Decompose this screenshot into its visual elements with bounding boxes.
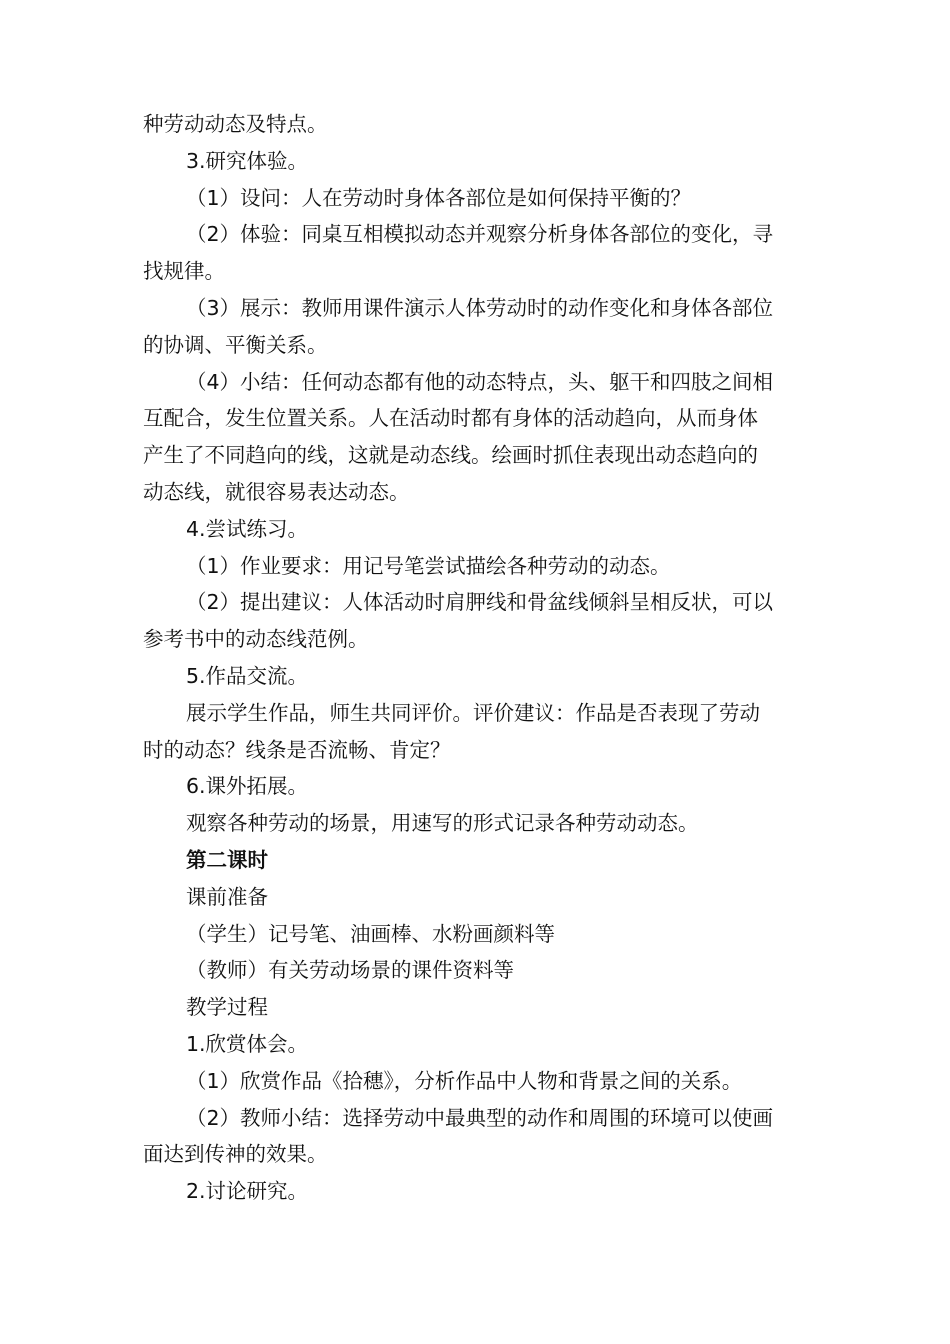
text-line: 2.讨论研究。 xyxy=(186,1179,309,1204)
text-line: （2）提出建议：人体活动时肩胛线和骨盆线倾斜呈相反状，可以 xyxy=(186,590,774,615)
text-line: （1）设问：人在劳动时身体各部位是如何保持平衡的？ xyxy=(186,185,692,210)
text-line: （2）教师小结：选择劳动中最典型的动作和周围的环境可以使画 xyxy=(186,1105,774,1130)
text-line: 产生了不同趋向的线，这就是动态线。绘画时抓住表现出动态趋向的 xyxy=(143,443,758,468)
text-line: 6.课外拓展。 xyxy=(186,774,309,799)
text-line: 动态线，就很容易表达动态。 xyxy=(143,479,410,504)
text-line: 展示学生作品，师生共同评价。评价建议：作品是否表现了劳动 xyxy=(186,700,760,725)
text-line: （1）欣赏作品《拾穗》，分析作品中人物和背景之间的关系。 xyxy=(186,1068,743,1093)
text-line: 4.尝试练习。 xyxy=(186,516,309,541)
text-line: 课前准备 xyxy=(186,884,268,909)
text-line: （学生）记号笔、油画棒、水粉画颜料等 xyxy=(186,921,555,946)
text-line: （2）体验：同桌互相模拟动态并观察分析身体各部位的变化，寻 xyxy=(186,222,774,247)
text-line: （4）小结：任何动态都有他的动态特点，头、躯干和四肢之间相 xyxy=(186,369,774,394)
text-line: 找规律。 xyxy=(143,259,225,284)
text-line: 5.作品交流。 xyxy=(186,663,309,688)
text-line: 教学过程 xyxy=(186,995,268,1020)
text-line: （1）作业要求：用记号笔尝试描绘各种劳动的动态。 xyxy=(186,553,671,578)
text-line: 面达到传神的效果。 xyxy=(143,1142,328,1167)
text-line: 参考书中的动态线范例。 xyxy=(143,627,369,652)
text-line: 1.欣赏体会。 xyxy=(186,1031,309,1056)
text-line: 互配合，发生位置关系。人在活动时都有身体的活动趋向，从而身体 xyxy=(143,406,758,431)
text-line: 时的动态？线条是否流畅、肯定？ xyxy=(143,737,451,762)
text-line: （教师）有关劳动场景的课件资料等 xyxy=(186,958,514,983)
text-line: 3.研究体验。 xyxy=(186,148,309,173)
text-line: 观察各种劳动的场景，用速写的形式记录各种劳动动态。 xyxy=(186,811,699,836)
text-line: 种劳动动态及特点。 xyxy=(143,112,328,136)
section-heading: 第二课时 xyxy=(186,847,268,872)
text-line: 的协调、平衡关系。 xyxy=(143,332,328,357)
document-body xyxy=(143,106,813,1210)
text-line: （3）展示：教师用课件演示人体劳动时的动作变化和身体各部位 xyxy=(186,295,774,320)
